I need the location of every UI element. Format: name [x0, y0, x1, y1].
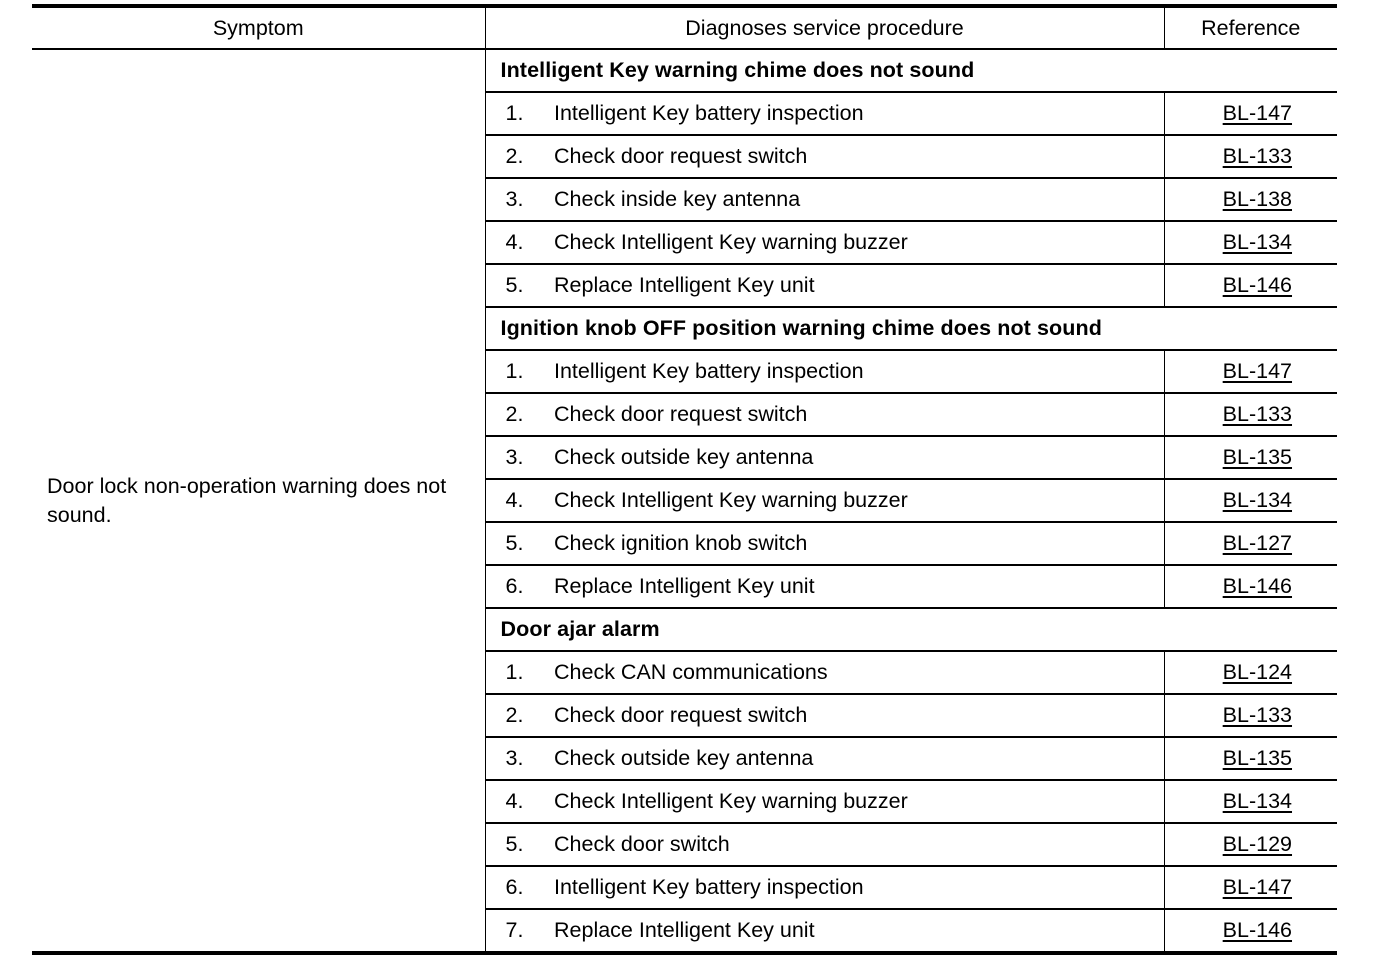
- reference-link[interactable]: BL-146: [1222, 918, 1293, 942]
- step-number: 2.: [485, 135, 554, 178]
- step-number: 1.: [485, 651, 554, 694]
- step-number: 3.: [485, 178, 554, 221]
- reference-link[interactable]: BL-133: [1222, 703, 1293, 727]
- step-number: 3.: [485, 737, 554, 780]
- step-number: 1.: [485, 350, 554, 393]
- group-title: Intelligent Key warning chime does not sound: [485, 49, 1337, 92]
- reference-link[interactable]: BL-147: [1222, 875, 1293, 899]
- step-text: Check door request switch: [554, 135, 1164, 178]
- step-text: Check inside key antenna: [554, 178, 1164, 221]
- step-text: Replace Intelligent Key unit: [554, 565, 1164, 608]
- step-text: Check door switch: [554, 823, 1164, 866]
- reference-link[interactable]: BL-146: [1222, 273, 1293, 297]
- table-body: [32, 49, 1337, 953]
- step-number: 3.: [485, 436, 554, 479]
- step-text: Intelligent Key battery inspection: [554, 92, 1164, 135]
- step-text: Check Intelligent Key warning buzzer: [554, 479, 1164, 522]
- step-text: Check Intelligent Key warning buzzer: [554, 221, 1164, 264]
- group-title: Ignition knob OFF position warning chime does not sound: [485, 307, 1337, 350]
- step-number: 2.: [485, 393, 554, 436]
- step-number: 6.: [485, 866, 554, 909]
- reference-link[interactable]: BL-135: [1222, 445, 1293, 469]
- reference-link[interactable]: BL-133: [1222, 144, 1293, 168]
- reference-cell: [1164, 479, 1337, 522]
- reference-cell: [1164, 694, 1337, 737]
- step-text: Check door request switch: [554, 694, 1164, 737]
- reference-link[interactable]: BL-124: [1222, 660, 1293, 684]
- reference-cell: [1164, 350, 1337, 393]
- step-number: 4.: [485, 780, 554, 823]
- step-number: 5.: [485, 823, 554, 866]
- reference-link[interactable]: BL-133: [1222, 402, 1293, 426]
- reference-cell: [1164, 178, 1337, 221]
- reference-link[interactable]: BL-147: [1222, 359, 1293, 383]
- group-row: [32, 49, 1337, 92]
- step-text: Replace Intelligent Key unit: [554, 909, 1164, 953]
- reference-link[interactable]: BL-134: [1222, 230, 1293, 254]
- reference-link[interactable]: BL-138: [1222, 187, 1293, 211]
- reference-cell: [1164, 866, 1337, 909]
- header-row: [32, 6, 1337, 49]
- step-text: Check Intelligent Key warning buzzer: [554, 780, 1164, 823]
- reference-link[interactable]: BL-127: [1222, 531, 1293, 555]
- reference-cell: [1164, 823, 1337, 866]
- reference-cell: [1164, 780, 1337, 823]
- reference-cell: [1164, 651, 1337, 694]
- step-number: 1.: [485, 92, 554, 135]
- reference-cell: [1164, 221, 1337, 264]
- step-text: Check ignition knob switch: [554, 522, 1164, 565]
- procedure-header: Diagnoses service procedure: [485, 6, 1164, 49]
- reference-cell: [1164, 909, 1337, 953]
- reference-cell: [1164, 565, 1337, 608]
- symptom-header: Symptom: [32, 6, 485, 49]
- step-text: Intelligent Key battery inspection: [554, 866, 1164, 909]
- reference-cell: [1164, 393, 1337, 436]
- step-number: 6.: [485, 565, 554, 608]
- step-text: Intelligent Key battery inspection: [554, 350, 1164, 393]
- step-number: 7.: [485, 909, 554, 953]
- reference-link[interactable]: BL-134: [1222, 789, 1293, 813]
- reference-link[interactable]: BL-134: [1222, 488, 1293, 512]
- reference-cell: [1164, 436, 1337, 479]
- step-number: 5.: [485, 522, 554, 565]
- reference-link[interactable]: BL-146: [1222, 574, 1293, 598]
- diagnosis-table: [32, 4, 1337, 955]
- reference-cell: [1164, 264, 1337, 307]
- reference-link[interactable]: BL-135: [1222, 746, 1293, 770]
- step-text: Check CAN communications: [554, 651, 1164, 694]
- symptom-cell: Door lock non-operation warning does not sound.: [32, 49, 485, 953]
- step-text: Check outside key antenna: [554, 737, 1164, 780]
- step-number: 2.: [485, 694, 554, 737]
- reference-cell: [1164, 737, 1337, 780]
- reference-cell: [1164, 522, 1337, 565]
- reference-header: Reference: [1164, 6, 1337, 49]
- step-text: Check door request switch: [554, 393, 1164, 436]
- step-text: Check outside key antenna: [554, 436, 1164, 479]
- reference-cell: [1164, 92, 1337, 135]
- reference-link[interactable]: BL-147: [1222, 101, 1293, 125]
- reference-link[interactable]: BL-129: [1222, 832, 1293, 856]
- group-title: Door ajar alarm: [485, 608, 1337, 651]
- reference-cell: [1164, 135, 1337, 178]
- step-number: 4.: [485, 479, 554, 522]
- step-number: 5.: [485, 264, 554, 307]
- step-number: 4.: [485, 221, 554, 264]
- step-text: Replace Intelligent Key unit: [554, 264, 1164, 307]
